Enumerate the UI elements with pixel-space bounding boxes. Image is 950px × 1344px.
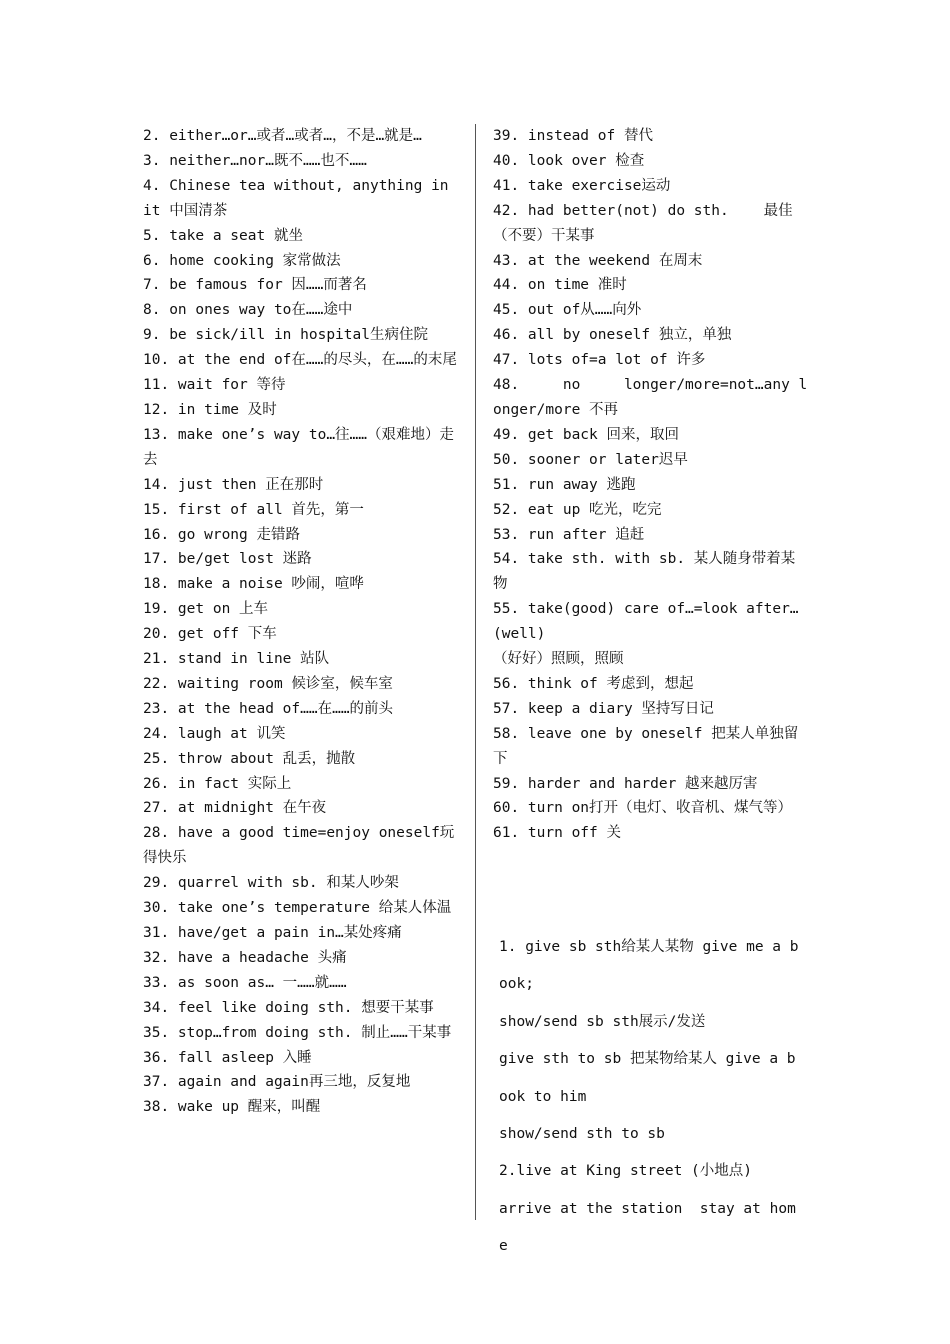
phrase-entry: 48. no longer/more=not…any longer/more 不再	[493, 377, 808, 418]
phrase-entry: 27. at midnight 在午夜	[143, 800, 327, 817]
note-line: show/send sb sth展示/发送	[499, 1013, 706, 1030]
phrase-entry: 4. Chinese tea without, anything in it 中国清茶	[143, 177, 458, 219]
phrase-entry: 16. go wrong 走错路	[143, 526, 300, 543]
phrase-entry: 45. out of从……向外	[493, 302, 642, 319]
phrase-entry: 9. be sick/ill in hospital生病住院	[143, 327, 428, 344]
phrase-entry: 38. wake up 醒来，叫醒	[143, 1099, 321, 1116]
phrase-entry: 32. have a headache 头痛	[143, 949, 347, 966]
phrase-entry: 59. harder and harder 越来越厉害	[493, 775, 758, 792]
phrase-entry: 23. at the head of……在……的前头	[143, 700, 394, 717]
phrase-entry: 50. sooner or later迟早	[493, 451, 688, 468]
phrase-entry: 20. get off 下车	[143, 626, 277, 643]
phrase-entry: 19. get on 上车	[143, 601, 269, 618]
phrase-entry: 40. look over 检查	[493, 152, 645, 169]
phrase-entry: 51. run away 逃跑	[493, 476, 636, 493]
phrase-entry: 55. take(good) care of…=look after…(well)	[493, 601, 799, 643]
right-phrase-column	[493, 124, 809, 846]
phrase-entry: 14. just then 正在那时	[143, 476, 324, 493]
phrase-entry: 31. have/get a pain in…某处疼痛	[143, 925, 402, 941]
phrase-entry: 49. get back 回来，取回	[493, 426, 679, 443]
phrase-entry: 8. on ones way to在……途中	[143, 302, 353, 319]
phrase-entry: 15. first of all 首先，第一	[143, 501, 364, 518]
phrase-entry: 12. in time 及时	[143, 401, 277, 418]
phrase-entry: 6. home cooking 家常做法	[143, 252, 341, 269]
phrase-entry: 39. instead of 替代	[493, 128, 653, 144]
phrase-entry: 22. waiting room 候诊室，候车室	[143, 675, 393, 692]
left-phrase-column	[143, 124, 461, 1120]
phrase-entry: 3. neither…nor…既不……也不……	[143, 152, 367, 169]
note-line: 2.live at King street (小地点)	[499, 1163, 753, 1180]
grammar-notes	[499, 929, 799, 1266]
phrase-entry: 52. eat up 吃光，吃完	[493, 501, 662, 518]
phrase-entry: 13. make one’s way to…往……（艰难地）走去	[143, 426, 455, 468]
phrase-entry: 30. take one’s temperature 给某人体温	[143, 900, 452, 917]
phrase-entry: 36. fall asleep 入睡	[143, 1049, 312, 1066]
phrase-entry: 11. wait for 等待	[143, 377, 286, 394]
phrase-entry: 26. in fact 实际上	[143, 775, 292, 792]
phrase-entry: （好好）照顾，照顾	[493, 651, 624, 668]
note-line: give sth to sb 把某物给某人 give a book to him	[499, 1051, 796, 1105]
phrase-entry: 54. take sth. with sb. 某人随身带着某物	[493, 551, 796, 593]
phrase-entry: 28. have a good time=enjoy oneself玩得快乐	[143, 825, 455, 867]
phrase-entry: 56. think of 考虑到，想起	[493, 675, 694, 692]
phrase-entry: 58. leave one by oneself 把某人单独留下	[493, 725, 799, 767]
note-line: 1. give sb sth给某人某物 give me a book;	[499, 939, 799, 993]
phrase-entry: 44. on time 准时	[493, 277, 627, 294]
phrase-entry: 29. quarrel with sb. 和某人吵架	[143, 875, 399, 892]
note-line: show/send sth to sb	[499, 1126, 665, 1143]
phrase-entry: 24. laugh at 讥笑	[143, 725, 286, 742]
phrase-entry: 2. either…or…或者…或者…，不是…就是…	[143, 128, 422, 144]
phrase-entry: 47. lots of=a lot of 许多	[493, 352, 706, 369]
phrase-entry: 61. turn off 关	[493, 825, 621, 842]
phrase-entry: 10. at the end of在……的尽头，在……的末尾	[143, 352, 457, 369]
note-line: arrive at the station stay at home	[499, 1200, 796, 1255]
column-divider	[475, 124, 476, 1220]
phrase-entry: 17. be/get lost 迷路	[143, 551, 312, 568]
phrase-entry: 43. at the weekend 在周末	[493, 252, 703, 269]
phrase-entry: 60. turn on打开（电灯、收音机、煤气等）	[493, 800, 793, 817]
phrase-entry: 37. again and again再三地，反复地	[143, 1074, 411, 1091]
phrase-entry: 53. run after 追赶	[493, 526, 645, 543]
phrase-entry: 18. make a noise 吵闹，喧哗	[143, 576, 364, 593]
phrase-entry: 5. take a seat 就坐	[143, 227, 303, 244]
phrase-entry: 57. keep a diary 坚持写日记	[493, 700, 714, 717]
phrase-entry: 41. take exercise运动	[493, 177, 671, 194]
phrase-entry: 21. stand in line 站队	[143, 651, 330, 668]
phrase-entry: 33. as soon as… 一……就……	[143, 974, 347, 991]
phrase-entry: 42. had better(not) do sth. 最佳（不要）干某事	[493, 202, 793, 244]
phrase-entry: 34. feel like doing sth. 想要干某事	[143, 999, 434, 1016]
phrase-entry: 35. stop…from doing sth. 制止……干某事	[143, 1024, 452, 1041]
phrase-entry: 7. be famous for 因……而著名	[143, 277, 367, 294]
phrase-entry: 46. all by oneself 独立，单独	[493, 327, 732, 344]
phrase-entry: 25. throw about 乱丢，抛散	[143, 750, 356, 767]
